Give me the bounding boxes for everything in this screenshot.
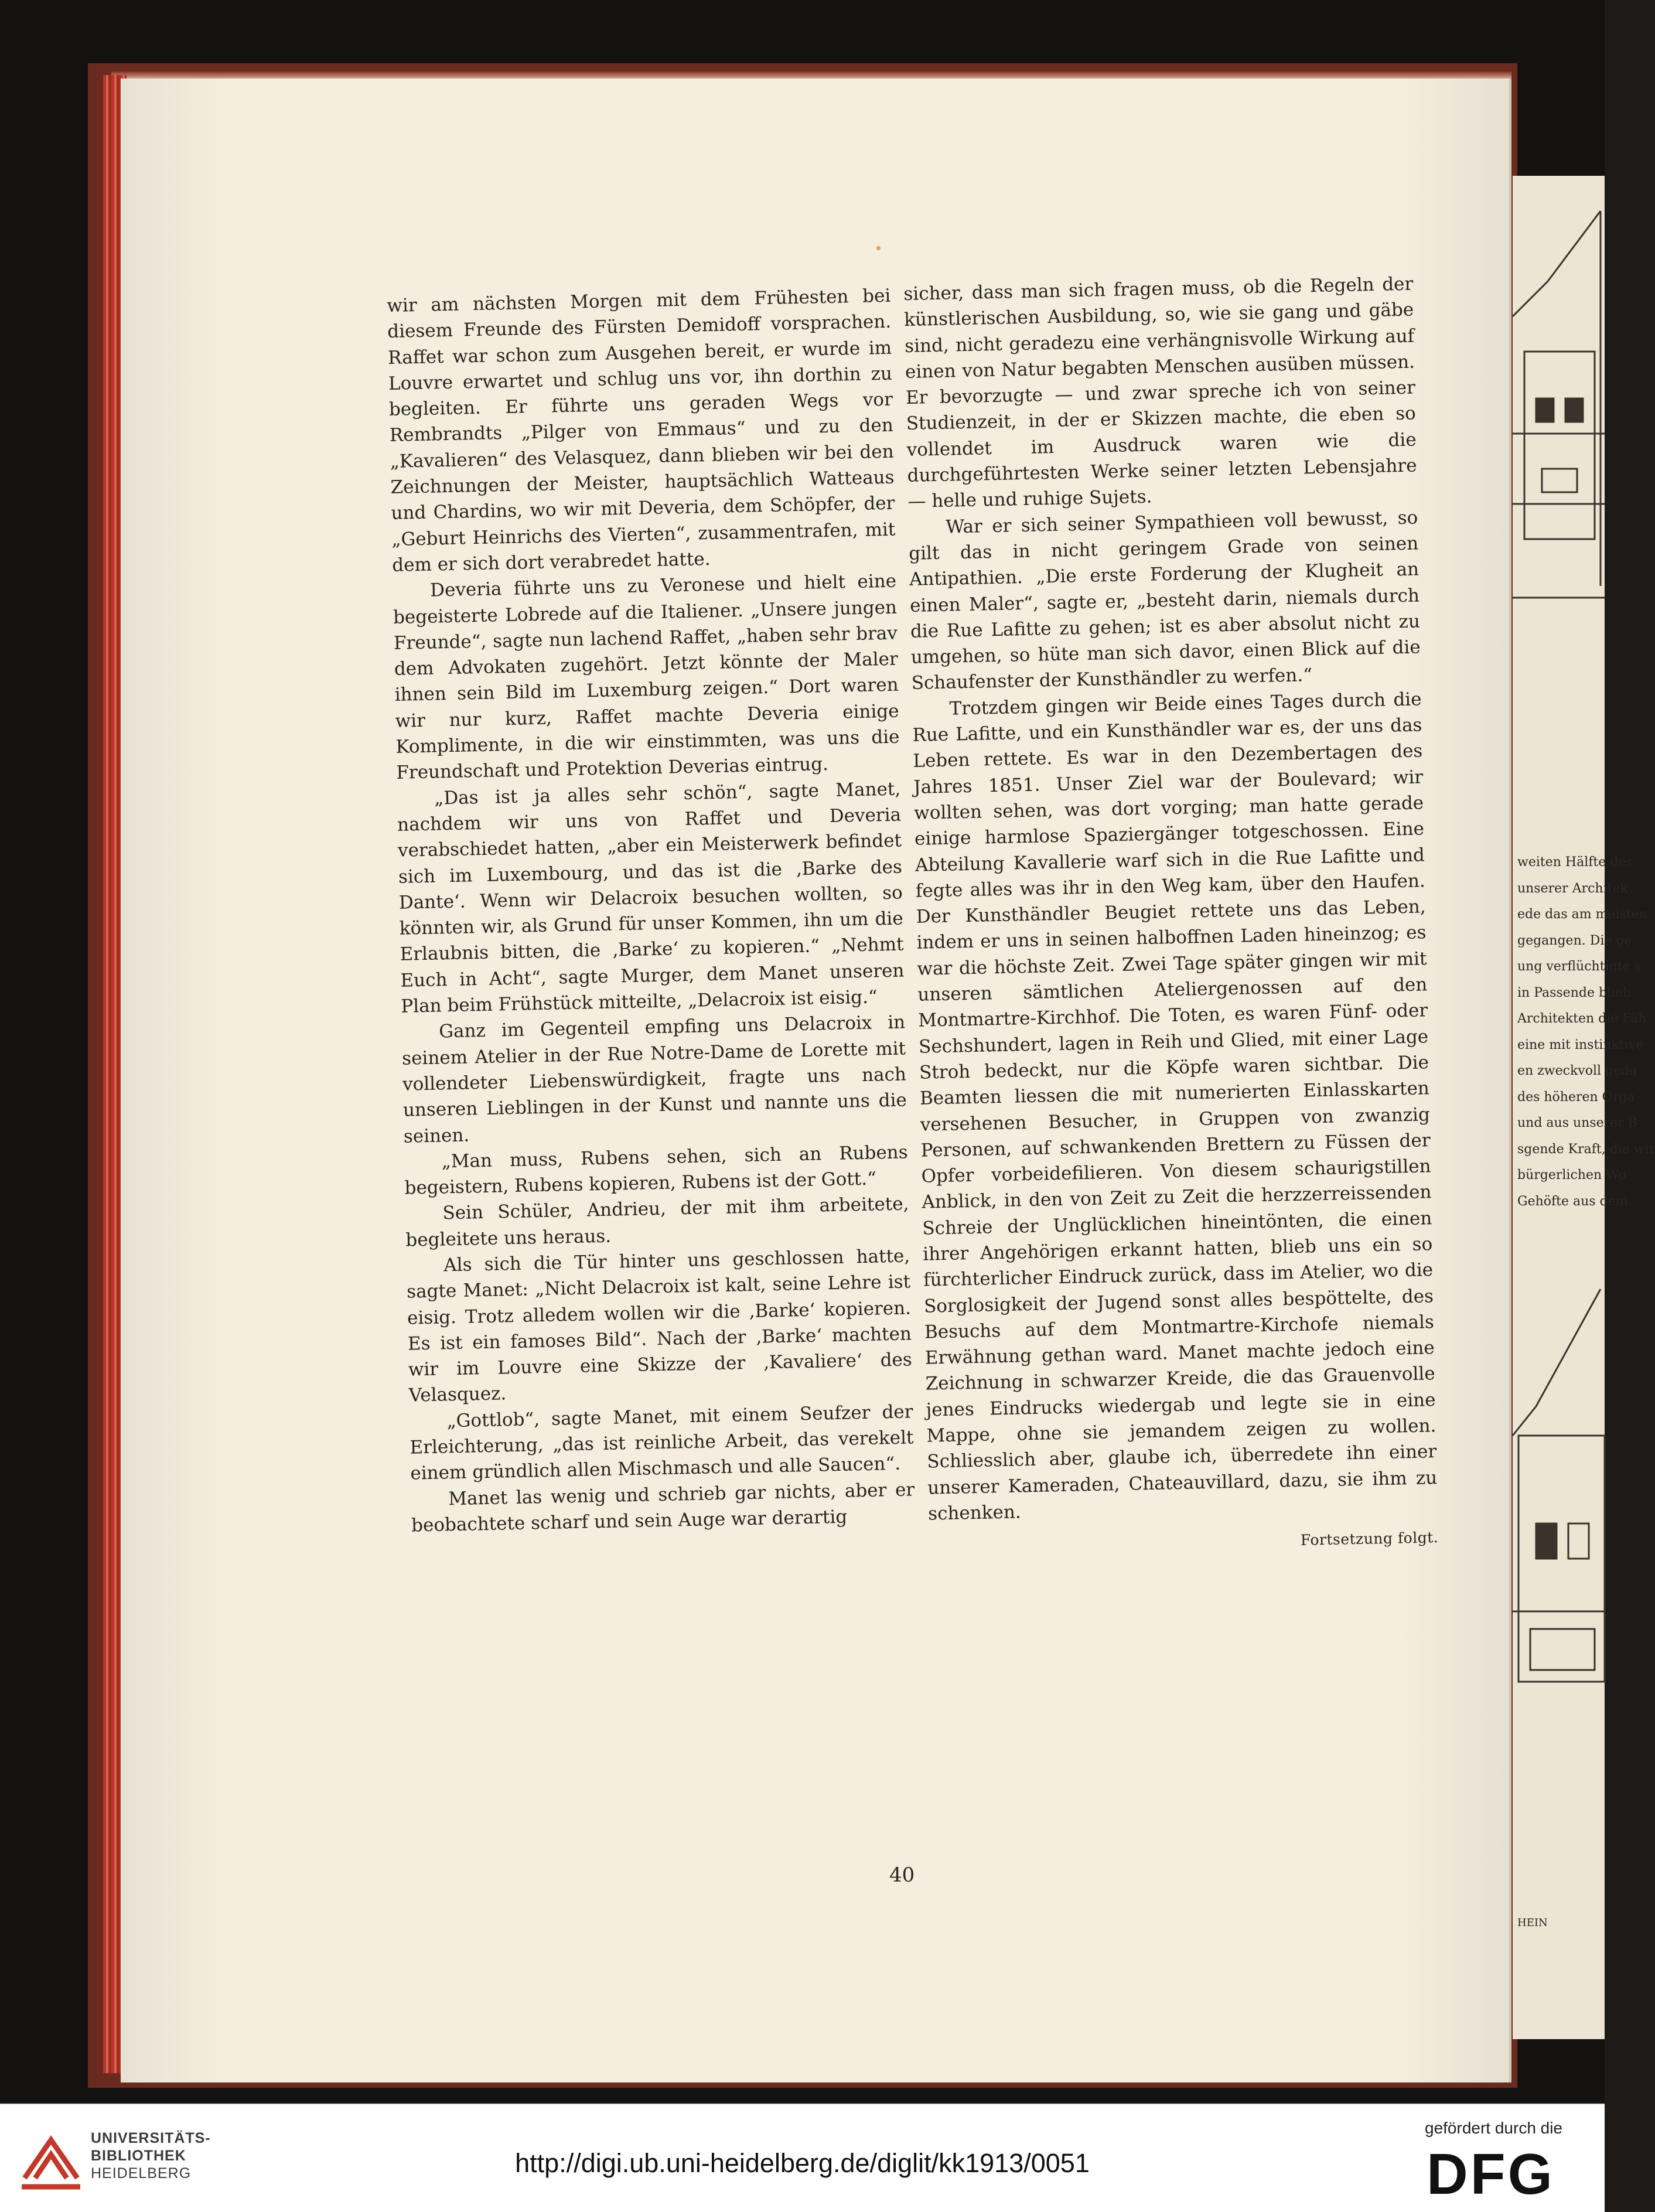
neighbor-text-line: ede das am meisten	[1517, 907, 1647, 922]
left-column-paragraph: wir am nächsten Morgen mit dem Frühesten bei diesem Freunde des Fürsten Demidoff vorsprachen. Raffet war schon zum Ausgehen bereit, er wurde im Louvre erwartet und schlug uns vor, ihn dorthin zu begleiten. Er führte uns geraden Wegs vor Rembrandts „Pilger von Emmaus“ und zu den „Kavalieren“ des Velasquez, dann blieben wir bei den Zeichnungen der Meister, hauptsächlich Watteaus und Chardins, wo wir mit Deveria, dem Schöpfer, der „Geburt Heinrichs des Vierten“, zusammentrafen, mit dem er sich dort verabredet hatte.	[387, 285, 896, 576]
neighbor-text-line: bürgerlichen Wo	[1517, 1168, 1626, 1182]
continuation-note: Fortsetzung folgt.	[1300, 1529, 1439, 1549]
neighbor-text-line: in Passende blieb	[1517, 985, 1632, 1000]
neighbor-text-line: sgende Kraft, die wir	[1517, 1141, 1655, 1157]
funded-by-label: gefördert durch die	[1425, 2119, 1563, 2137]
page-number: 40	[889, 1863, 915, 1887]
left-column-paragraph: Ganz im Gegenteil empfing uns Delacroix in seinem Atelier in der Rue Notre-Dame de Lorette mit vollendeter Liebenswürdigkeit, fragte uns nach unseren Lieblingen in der Kunst und nannte uns die seinen.	[401, 1011, 907, 1147]
dfg-logo: DFG	[1427, 2142, 1555, 2206]
left-column-paragraph: Deveria führte uns zu Veronese und hielt eine begeisterte Lobrede auf die Italiener. „Unsere jungen Freunde“, sagte nun lachend Raffet, „haben sehr brav dem Advokaten zugehört. Jetzt könnte der Maler ihnen sein Bild im Luxemburg zeigen.“ Dort waren wir nur kurz, Raffet machte Deveria einige Komplimente, in die wir einstimmten, was uns die Freundschaft und Protektion Deverias eintrug.	[393, 570, 900, 784]
right-column-paragraph: sicher, dass man sich fragen muss, ob die Regeln der künstlerischen Ausbildung, so, wie sie gang und gäbe sind, nicht geradezu eine verhängnisvolle Wirkung auf einen von Natur begabten Menschen ausüben müssen. Er bevorzugte — und zwar spreche ich von seiner Studienzeit, in der er Skizzen machte, die eben so vollendet im Ausdruck waren wie die durchgeführtesten Werke seiner letzten Lebensjahre — helle und ruhige Sujets.	[903, 273, 1417, 513]
text-column-right	[903, 271, 1439, 1562]
left-column-paragraph: „Gottlob“, sagte Manet, mit einem Seufzer der Erleichterung, „das ist reinliche Arbeit, das verekelt einem gründlich allen Mischmasch und alle Saucen“.	[410, 1401, 914, 1484]
neighbor-text-line: Gehöfte aus dem	[1517, 1194, 1628, 1209]
neighbor-caption: HEIN	[1517, 1917, 1548, 1929]
text-column-left	[387, 283, 916, 1539]
neighbor-text-line: unserer Architek	[1517, 881, 1628, 896]
library-name-line3: HEIDELBERG	[91, 2165, 192, 2182]
page-url-link[interactable]: http://digi.ub.uni-heidelberg.de/diglit/kk1913/0051	[515, 2148, 1090, 2178]
right-column-paragraph: War er sich seiner Sympathieen voll bewusst, so gilt das in nicht geringem Grade von seinen Antipathien. „Die erste Forderung der Klugheit an einen Maler“, sagte er, „besteht darin, niemals durch die Rue Lafitte zu gehen; ist es aber absolut nicht zu umgehen, so hüte man sich davor, einen Blick auf die Schaufenster der Kunsthändler zu werfen.“	[908, 507, 1421, 694]
neighbor-text-line: des höheren Orga	[1517, 1089, 1635, 1105]
left-column-paragraph: „Das ist ja alles sehr schön“, sagte Manet, nachdem wir uns von Raffet und Deveria verabschiedet hatten, „aber ein Meisterwerk befindet sich im Luxembourg, und das ist die ‚Barke des Dante‘. Wenn wir Delacroix besuchen wollten, so könnten wir, als Grund für unser Kommen, ihn um die Erlaubnis bitten, die ‚Barke‘ zu kopieren.“ „Nehmt Euch in Acht“, sagte Murger, dem Manet unseren Plan beim Frühstück mitteilte, „Delacroix ist eisig.“	[397, 778, 905, 1017]
library-name-line2: BIBLIOTHEK	[91, 2148, 186, 2164]
neighbor-text-line: weiten Hälfte des	[1517, 855, 1633, 870]
digital-library-footer	[0, 2104, 1605, 2212]
neighbor-text-line: Architekten die Fäh	[1517, 1011, 1647, 1026]
right-column-paragraph: Trotzdem gingen wir Beide eines Tages durch die Rue Lafitte, und ein Kunsthändler war es, der uns das Leben rettete. Es war in den Dezembertagen des Jahres 1851. Unser Ziel war der Boulevard; wir wollten sehen, was dort vorging; man hatte gerade einige harmlose Spaziergänger totgeschossen. Eine Abteilung Kavallerie warf sich in die Rue Lafitte und fegte alles was ihr in den Weg kam, über den Haufen. Der Kunsthändler Beugiet rettete uns das Leben, indem er uns in seinen halboffnen Laden hineinzog; es war die höchste Zeit. Zwei Tage später gingen wir mit unseren sämtlichen Ateliergenossen auf den Montmartre-Kirchhof. Die Toten, es waren Fünf- oder Sechshundert, lagen in Reih und Glied, mit einer Lage Stroh bedeckt, nur die Köpfe waren sichtbar. Die Beamten liessen die mit numerierten Einlasskarten versehenen Besucher, in Gruppen von zwanzig Personen, auf schwankenden Brettern zu Füssen der Opfer vorbeidefilieren. Von diesem schaurigstillen Anblick, in den von Zeit zu Zeit die herzzerreissenden Schreie der Unglücklichen hineintönten, die einen ihrer Angehörigen erkannt hatten, blieb uns ein so fürchterlicher Eindruck zurück, dass im Atelier, wo die Sorglosigkeit der Jugend sonst alles bespöttelte, des Besuchs auf dem Montmartre-Kirchofe niemals Erwähnung gethan ward. Manet machte jedoch eine Zeichnung in schwarzer Kreide, die das Grauenvolle jenes Eindrucks wiedergab und legte sie in eine Mappe, ohne sie jemandem zeigen zu wollen. Schliesslich aber, glaube ich, überredete ihn einer unserer Kameraden, Chateauvillard, dazu, sie ihm zu schenken.	[912, 689, 1438, 1525]
neighbor-page	[1513, 176, 1655, 2039]
paper-spot	[876, 246, 881, 250]
neighbor-text-line: gegangen. Die ge	[1517, 933, 1632, 948]
left-column-paragraph: Als sich die Tür hinter uns geschlossen hatte, sagte Manet: „Nicht Delacroix ist kalt, seine Lehre ist eisig. Trotz alledem wollen wir die ‚Barke‘ kopieren. Es ist ein famoses Bild“. Nach der ‚Barke‘ machten wir im Louvre eine Skizze der ‚Kavaliere‘ des Velasquez.	[406, 1245, 913, 1407]
neighbor-text-line: eine mit instinktive	[1517, 1037, 1644, 1052]
left-column-paragraph: „Man muss, Rubens sehen, sich an Rubens begeistern, Rubens kopieren, Rubens ist der Gott.“	[404, 1141, 908, 1199]
neighbor-text-line: und aus unserer B	[1517, 1116, 1637, 1130]
left-column-paragraph: Sein Schüler, Andrieu, der mit ihm arbeitete, begleitete uns heraus.	[405, 1193, 909, 1251]
neighbor-text-line: en zweckvoll geda	[1517, 1064, 1637, 1078]
neighbor-text-line: ung verflüchtigte s	[1517, 959, 1641, 974]
left-column-paragraph: Manet las wenig und schrieb gar nichts, aber er beobachtete scharf und sein Auge war derartig	[411, 1478, 915, 1536]
library-name-line1: UNIVERSITÄTS-	[91, 2130, 211, 2146]
